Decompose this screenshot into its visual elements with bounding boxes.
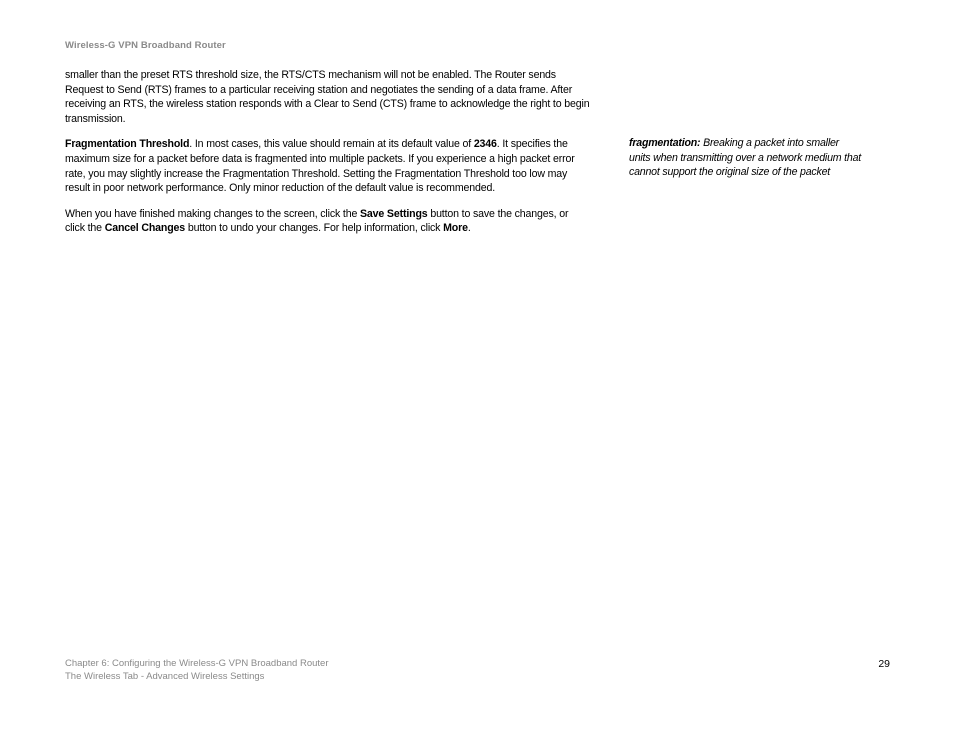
cancel-changes-label: Cancel Changes <box>104 222 186 235</box>
default-value: 2346 <box>473 138 497 151</box>
main-column <box>65 68 590 247</box>
paragraph-fragmentation-threshold <box>65 137 590 195</box>
save-settings-label: Save Settings <box>360 207 428 220</box>
more-label: More <box>443 222 468 235</box>
term-fragmentation-threshold: Fragmentation Threshold <box>65 138 190 151</box>
page-number: 29 <box>878 658 890 670</box>
footer <box>65 657 329 683</box>
footer-chapter: Chapter 6: Configuring the Wireless-G VPN Broadband Router <box>65 658 329 669</box>
glossary-definition: Breaking a packet into smaller units when transmitting over a network medium that cannot support the original size of the packet <box>629 137 862 179</box>
footer-section: The Wireless Tab - Advanced Wireless Settings <box>65 671 265 682</box>
running-header: Wireless-G VPN Broadband Router <box>65 40 226 51</box>
paragraph-rts-continuation: smaller than the preset RTS threshold size, the RTS/CTS mechanism will not be enabled. The Router sends Request to Send (RTS) frames to a particular receiving station and negotiates the sending of a data frame. After receiving an RTS, the wireless station responds with a Clear to Send (CTS) frame to acknowledge the right to begin transmission. <box>65 69 590 125</box>
text-segment: button to save the changes, or click the <box>65 207 569 235</box>
text-segment: . It specifies the maximum size for a packet before data is fragmented into multiple packets. If you experience a high packet error rate, you may slightly increase the Fragmentation Threshold. Setting the Fragmentation Threshold too low may result in poor network performance. Only minor reduction of the default value is recommended. <box>65 138 575 195</box>
paragraph-save-instructions <box>65 207 590 236</box>
text-segment: . In most cases, this value should remain at its default value of <box>189 138 474 151</box>
glossary-term: fragmentation: <box>629 137 701 149</box>
text-segment: When you have finished making changes to the screen, click the <box>65 207 360 220</box>
text-segment: button to undo your changes. For help information, click <box>185 222 444 235</box>
text-segment: . <box>467 222 471 235</box>
glossary-sidebar <box>629 136 861 180</box>
